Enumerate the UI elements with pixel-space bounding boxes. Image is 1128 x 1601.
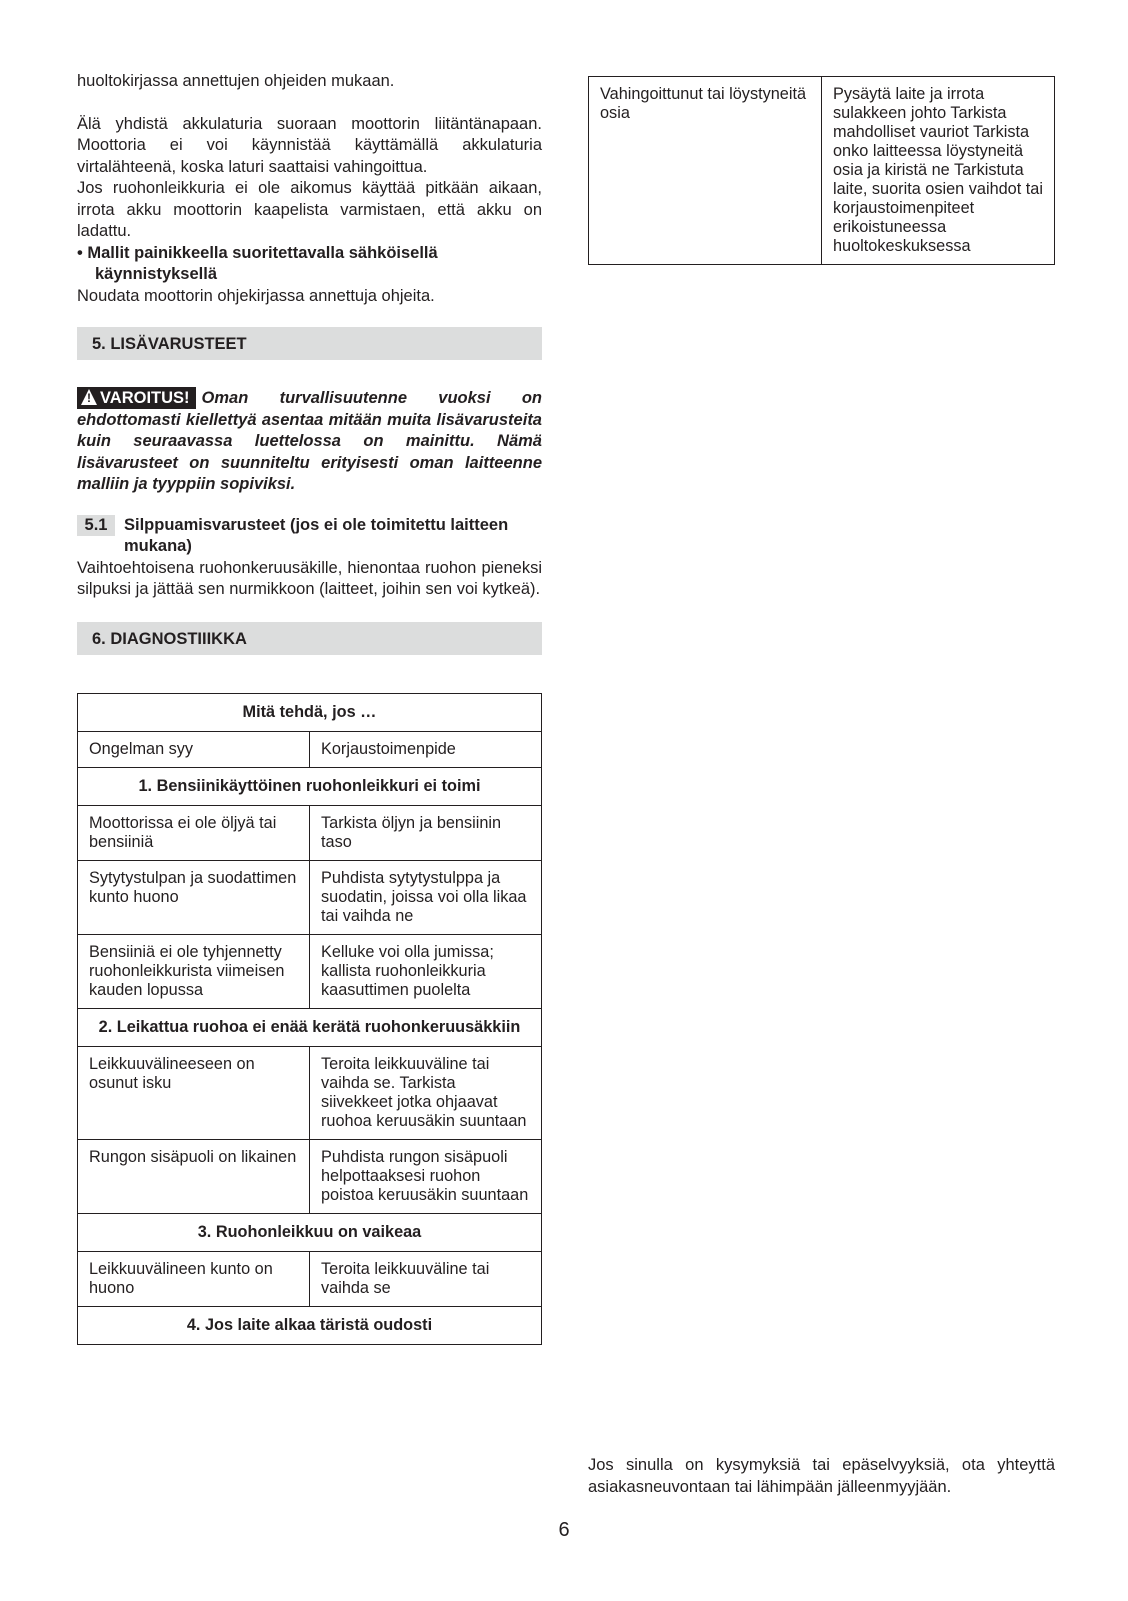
cause-cell: Leikkuuvälineeseen on osunut isku [78, 1046, 310, 1139]
cause-cell: Leikkuuvälineen kunto on huono [78, 1251, 310, 1306]
cause-cell: Vahingoittunut tai löystyneitä osia [589, 77, 822, 265]
warning-paragraph [77, 387, 542, 496]
subsection-5-1-heading [77, 515, 542, 558]
diagnostics-table [77, 693, 542, 1345]
column-cause-header: Ongelman syy [78, 731, 310, 767]
subsection-title: Silppuamisvarusteet (jos ei ole toimitettu laitteen mukana) [124, 515, 509, 555]
table-group-3: 3. Ruohonleikkuu on vaikeaa [78, 1213, 542, 1251]
table-group-1: 1. Bensiinikäyttöinen ruohonleikkuri ei toimi [78, 767, 542, 805]
intro-paragraph-3: Jos ruohonleikkuria ei ole aikomus käyttää pitkään aikaan, irrota akku moottorin kaapelista varmistaen, että akku on ladattu. [77, 179, 542, 240]
fix-cell: Pysäytä laite ja irrota sulakkeen johto Tarkista mahdolliset vauriot Tarkista onko laitteessa löystyneitä osia ja kiristä ne Tarkistuta laite, suorita osien vaihdot tai korjaustoimenpiteet erikoistuneessa huoltokeskuksessa [822, 77, 1055, 265]
cause-cell: Sytytystulpan ja suodattimen kunto huono [78, 860, 310, 934]
fix-cell: Teroita leikkuuväline tai vaihda se. Tarkista siivekkeet jotka ohjaavat ruohoa keruusäkin suuntaan [310, 1046, 542, 1139]
table-group-2: 2. Leikattua ruohoa ei enää kerätä ruohonkeruusäkkiin [78, 1008, 542, 1046]
table-group-4: 4. Jos laite alkaa täristä oudosti [78, 1306, 542, 1344]
intro-paragraph-4: Noudata moottorin ohjekirjassa annettuja ohjeita. [77, 286, 435, 305]
fix-cell: Kelluke voi olla jumissa; kallista ruohonleikkuria kaasuttimen puolelta [310, 934, 542, 1008]
fix-cell: Teroita leikkuuväline tai vaihda se [310, 1251, 542, 1306]
intro-paragraph-1: huoltokirjassa annettujen ohjeiden mukaan. [77, 72, 395, 90]
cause-cell: Moottorissa ei ole öljyä tai bensiiniä [78, 805, 310, 860]
table-row [78, 860, 542, 934]
cause-cell: Bensiiniä ei ole tyhjennetty ruohonleikkurista viimeisen kauden lopussa [78, 934, 310, 1008]
warning-text: Oman turvallisuutenne vuoksi on ehdottomasti kiellettyä asentaa mitään muita lisävarusteita kuin seuraavassa luettelossa on mainittu. Nämä lisävarusteet on suunniteltu erityisesti oman laitteenne malliin ja tyyppiin sopiviksi. [77, 389, 542, 493]
cause-cell: Rungon sisäpuoli on likainen [78, 1139, 310, 1213]
table-row [78, 1139, 542, 1213]
intro-paragraph-2: Älä yhdistä akkulaturia suoraan moottorin liitäntänapaan. Moottoria ei voi käynnistää käyttämällä akkulaturia virtalähteenä, koska laturi saattaisi vahingoittua. [77, 114, 542, 176]
warning-icon [81, 389, 97, 405]
warning-label: VAROITUS! [100, 389, 190, 407]
contact-note: Jos sinulla on kysymyksiä tai epäselvyyksiä, ota yhteyttä asiakasneuvontaan tai lähimpään jälleenmyyjään. [588, 1456, 1055, 1496]
bullet-electric-start: • Mallit painikkeella suoritettavalla sähköisellä käynnistyksellä [77, 243, 438, 283]
subsection-5-1-text: Vaihtoehtoisena ruohonkeruusäkille, hienontaa ruohon pieneksi silpuksi ja jättää sen nurmikkoon (laitteet, joihin sen voi kytkeä). [77, 558, 542, 598]
table-row [78, 934, 542, 1008]
section-6-heading: 6. DIAGNOSTIIIKKA [77, 622, 542, 655]
table-row [589, 77, 1055, 265]
left-column [77, 71, 542, 1345]
right-column [588, 76, 1055, 265]
table-header: Mitä tehdä, jos … [78, 693, 542, 731]
page-number: 6 [558, 1519, 570, 1541]
section-5-heading: 5. LISÄVARUSTEET [77, 327, 542, 360]
subsection-number: 5.1 [77, 515, 115, 536]
fix-cell: Tarkista öljyn ja bensiinin taso [310, 805, 542, 860]
table-row [78, 805, 542, 860]
column-fix-header: Korjaustoimenpide [310, 731, 542, 767]
table-row [78, 1046, 542, 1139]
table-row [78, 1251, 542, 1306]
fix-cell: Puhdista rungon sisäpuoli helpottaaksesi ruohon poistoa keruusäkin suuntaan [310, 1139, 542, 1213]
fix-cell: Puhdista sytytystulppa ja suodatin, joissa voi olla likaa tai vaihda ne [310, 860, 542, 934]
diagnostics-table-continued [588, 76, 1055, 265]
warning-badge [77, 387, 196, 409]
